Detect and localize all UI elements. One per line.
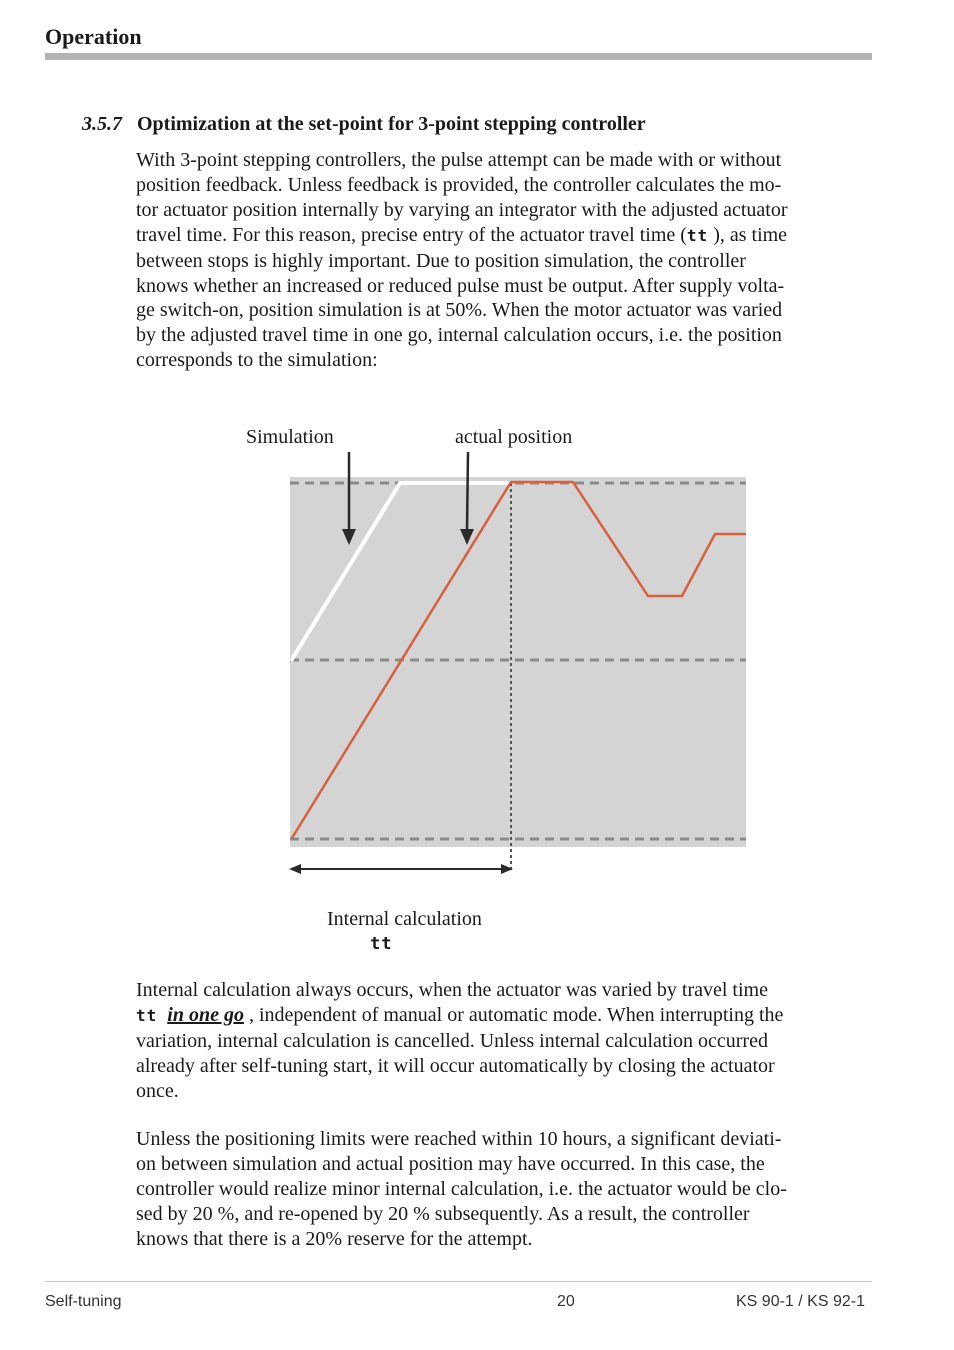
text-line: controller would realize minor internal calculation, i.e. the actuator would be clo- (136, 1177, 787, 1200)
internal-calculation-label: Internal calculation (327, 908, 482, 930)
tt-symbol: tt (136, 1005, 158, 1025)
tt-symbol: tt (686, 225, 709, 245)
text-line: by the adjusted travel time in one go, internal calculation occurs, i.e. the position (136, 324, 782, 347)
text-line: once. (136, 1079, 179, 1102)
page-number: 20 (557, 1293, 575, 1310)
text-line: variation, internal calculation is cancelled. Unless internal calculation occurred (136, 1029, 768, 1052)
text-line: already after self-tuning start, it will occur automatically by closing the actuator (136, 1054, 775, 1077)
header-rule (45, 53, 872, 60)
diagram-background (290, 477, 746, 847)
text-line: sed by 20 %, and re-opened by 20 % subsequently. As a result, the controller (136, 1202, 750, 1225)
in-one-go-emphasis: in one go (167, 1003, 244, 1026)
tt-symbol: tt (370, 934, 393, 954)
text-line: on between simulation and actual position may have occurred. In this case, the (136, 1152, 765, 1175)
text-line (136, 223, 876, 249)
intro-paragraph (136, 148, 876, 373)
text-line: knows that there is a 20% reserve for the attempt. (136, 1227, 533, 1250)
text-line: Unless the positioning limits were reached within 10 hours, a significant deviati- (136, 1128, 782, 1150)
text-segment: , independent of manual or automatic mode. When interrupting the (243, 1003, 784, 1026)
text-line: With 3-point stepping controllers, the pulse attempt can be made with or without (136, 149, 782, 171)
actual-position-label: actual position (455, 426, 573, 448)
text-line: knows whether an increased or reduced pulse must be output. After supply volta- (136, 274, 785, 297)
text-line: Internal calculation always occurs, when the actuator was varied by travel time (136, 979, 768, 1001)
footer-chapter: Self-tuning (45, 1293, 122, 1310)
footer-model: KS 90-1 / KS 92-1 (736, 1293, 865, 1310)
section-number: 3.5.7 (82, 113, 122, 135)
simulation-label: Simulation (246, 426, 334, 448)
positioning-limits-paragraph (136, 1127, 876, 1252)
text-segment: travel time. For this reason, precise entry of the actuator travel time ( (136, 223, 687, 246)
text-line: corresponds to the simulation: (136, 349, 378, 372)
footer-rule (45, 1281, 872, 1282)
header-title: Operation (45, 24, 142, 49)
text-line: tor actuator position internally by varying an integrator with the adjusted actuator (136, 198, 788, 221)
internal-calculation-span-arrow (289, 864, 513, 874)
internal-calculation-paragraph (136, 978, 876, 1104)
section-title: Optimization at the set-point for 3-point stepping controller (137, 113, 646, 135)
text-line (136, 1003, 876, 1029)
text-segment: ), as time (708, 223, 788, 246)
text-line: between stops is highly important. Due to position simulation, the controller (136, 249, 746, 272)
text-line: position feedback. Unless feedback is provided, the controller calculates the mo- (136, 173, 782, 196)
position-diagram (280, 445, 760, 890)
text-line: ge switch-on, position simulation is at 50%. When the motor actuator was varied (136, 299, 783, 322)
